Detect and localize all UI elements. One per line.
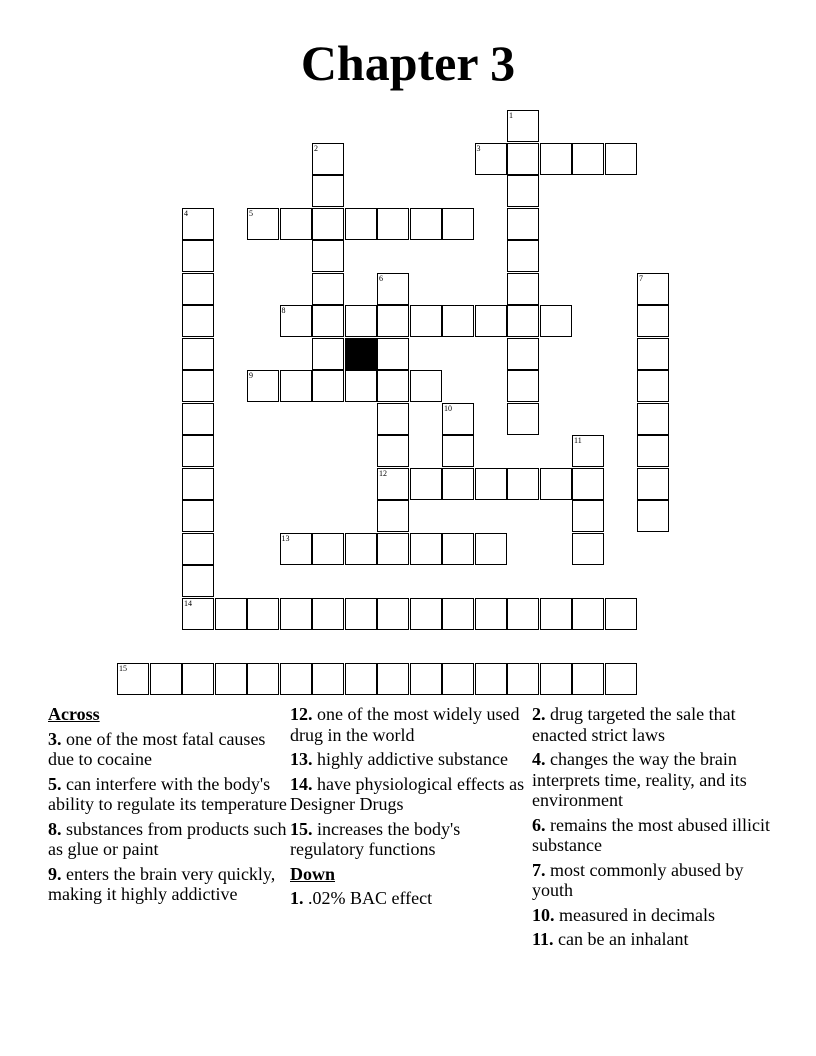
grid-cell[interactable] bbox=[345, 663, 377, 695]
clue-text: .02% BAC effect bbox=[308, 888, 433, 908]
cell-number: 6 bbox=[379, 273, 383, 283]
clue-text: remains the most abused illicit substance bbox=[532, 814, 770, 855]
clue-text: one of the most widely used drug in the world bbox=[290, 704, 520, 745]
grid-cell[interactable] bbox=[182, 500, 214, 532]
grid-cell[interactable] bbox=[312, 533, 344, 565]
grid-cell[interactable] bbox=[507, 175, 539, 207]
grid-cell[interactable] bbox=[507, 338, 539, 370]
grid-cell[interactable] bbox=[475, 305, 507, 337]
grid-cell[interactable] bbox=[312, 370, 344, 402]
cell-number: 2 bbox=[314, 143, 318, 153]
grid-cell[interactable] bbox=[572, 533, 604, 565]
grid-cell[interactable] bbox=[182, 598, 214, 630]
across-heading: Across bbox=[48, 704, 100, 724]
grid-cell[interactable] bbox=[507, 110, 539, 142]
grid-cell[interactable] bbox=[312, 305, 344, 337]
grid-cell[interactable] bbox=[312, 598, 344, 630]
grid-cell[interactable] bbox=[475, 533, 507, 565]
black-cell bbox=[345, 338, 377, 370]
cell-number: 15 bbox=[119, 663, 127, 673]
grid-cell[interactable] bbox=[247, 598, 279, 630]
grid-cell[interactable] bbox=[247, 370, 279, 402]
grid-cell[interactable] bbox=[312, 208, 344, 240]
clues-column-2 bbox=[290, 704, 528, 913]
clue-across-5 bbox=[48, 774, 288, 815]
grid-cell[interactable] bbox=[280, 305, 312, 337]
grid-cell[interactable] bbox=[540, 598, 572, 630]
grid-cell[interactable] bbox=[215, 598, 247, 630]
clue-number: 10. bbox=[532, 904, 555, 925]
grid-cell[interactable] bbox=[312, 273, 344, 305]
cell-number: 11 bbox=[574, 436, 582, 445]
grid-cell[interactable] bbox=[507, 663, 539, 695]
clue-number: 7. bbox=[532, 859, 546, 880]
grid-cell[interactable] bbox=[507, 370, 539, 402]
grid-cell[interactable] bbox=[540, 468, 572, 500]
grid-cell[interactable] bbox=[312, 338, 344, 370]
grid-cell[interactable] bbox=[572, 143, 604, 175]
grid-cell[interactable] bbox=[507, 273, 539, 305]
clue-text: can be an inhalant bbox=[558, 929, 689, 949]
grid-cell[interactable] bbox=[475, 143, 507, 175]
grid-cell[interactable] bbox=[182, 240, 214, 272]
grid-cell[interactable] bbox=[182, 533, 214, 565]
clues-column-1 bbox=[48, 704, 288, 909]
grid-cell[interactable] bbox=[182, 208, 214, 240]
clue-down-7 bbox=[532, 860, 772, 901]
grid-cell[interactable] bbox=[377, 338, 409, 370]
grid-cell[interactable] bbox=[410, 598, 442, 630]
grid-cell[interactable] bbox=[507, 598, 539, 630]
grid-cell[interactable] bbox=[637, 338, 669, 370]
grid-cell[interactable] bbox=[442, 533, 474, 565]
cell-number: 13 bbox=[281, 533, 290, 543]
clue-across-15 bbox=[290, 819, 528, 860]
grid-cell[interactable] bbox=[182, 403, 214, 435]
clues-column-3 bbox=[532, 704, 772, 954]
grid-cell[interactable] bbox=[475, 598, 507, 630]
clue-down-11 bbox=[532, 929, 772, 950]
grid-cell[interactable] bbox=[377, 533, 409, 565]
clue-number: 2. bbox=[532, 704, 546, 724]
grid-cell[interactable] bbox=[572, 500, 604, 532]
clue-text: changes the way the brain interprets time, reality, and its environment bbox=[532, 749, 747, 810]
grid-cell[interactable] bbox=[540, 143, 572, 175]
grid-cell[interactable] bbox=[247, 208, 279, 240]
grid-cell[interactable] bbox=[312, 175, 344, 207]
grid-cell[interactable] bbox=[540, 663, 572, 695]
grid-cell[interactable] bbox=[182, 663, 214, 695]
grid-cell[interactable] bbox=[507, 468, 539, 500]
grid-cell[interactable] bbox=[540, 305, 572, 337]
clue-down-2 bbox=[532, 704, 772, 745]
grid-cell[interactable] bbox=[377, 208, 409, 240]
clue-number: 5. bbox=[48, 773, 62, 794]
grid-cell[interactable] bbox=[637, 370, 669, 402]
grid-cell[interactable] bbox=[377, 598, 409, 630]
grid-cell[interactable] bbox=[442, 598, 474, 630]
grid-cell[interactable] bbox=[377, 370, 409, 402]
grid-cell[interactable] bbox=[637, 305, 669, 337]
grid-cell[interactable] bbox=[182, 338, 214, 370]
grid-cell[interactable] bbox=[377, 468, 409, 500]
grid-cell[interactable] bbox=[507, 305, 539, 337]
cell-number: 5 bbox=[249, 208, 253, 218]
grid-cell[interactable] bbox=[280, 370, 312, 402]
cell-number: 14 bbox=[184, 598, 192, 608]
grid-cell[interactable] bbox=[345, 370, 377, 402]
grid-cell[interactable] bbox=[572, 598, 604, 630]
grid-cell[interactable] bbox=[442, 208, 474, 240]
grid-cell[interactable] bbox=[280, 208, 312, 240]
grid-cell[interactable] bbox=[442, 663, 474, 695]
clue-number: 3. bbox=[48, 728, 62, 749]
grid-cell[interactable] bbox=[572, 435, 604, 467]
clue-text: substances from products such as glue or paint bbox=[48, 818, 287, 859]
grid-cell[interactable] bbox=[605, 143, 637, 175]
grid-cell[interactable] bbox=[410, 370, 442, 402]
grid-cell[interactable] bbox=[637, 435, 669, 467]
grid-cell[interactable] bbox=[507, 403, 539, 435]
grid-cell[interactable] bbox=[182, 565, 214, 597]
clue-across-12 bbox=[290, 704, 528, 745]
grid-cell[interactable] bbox=[182, 305, 214, 337]
clue-down-6 bbox=[532, 815, 772, 856]
cell-number: 10 bbox=[444, 403, 452, 413]
cell-number: 4 bbox=[184, 208, 188, 218]
grid-cell[interactable] bbox=[182, 273, 214, 305]
grid-cell[interactable] bbox=[572, 663, 604, 695]
grid-cell[interactable] bbox=[150, 663, 182, 695]
clue-across-3 bbox=[48, 729, 288, 770]
grid-cell[interactable] bbox=[442, 435, 474, 467]
grid-cell[interactable] bbox=[182, 370, 214, 402]
grid-cell[interactable] bbox=[605, 663, 637, 695]
grid-cell[interactable] bbox=[377, 663, 409, 695]
cell-number: 3 bbox=[476, 143, 481, 153]
grid-cell[interactable] bbox=[345, 208, 377, 240]
grid-cell[interactable] bbox=[605, 598, 637, 630]
clue-down-1 bbox=[290, 888, 528, 909]
grid-cell[interactable] bbox=[345, 598, 377, 630]
grid-cell[interactable] bbox=[247, 663, 279, 695]
grid-cell[interactable] bbox=[182, 435, 214, 467]
clue-text: measured in decimals bbox=[559, 904, 715, 925]
grid-cell[interactable] bbox=[410, 533, 442, 565]
clue-number: 6. bbox=[532, 814, 546, 835]
grid-cell[interactable] bbox=[312, 143, 344, 175]
clue-number: 12. bbox=[290, 704, 313, 724]
grid-cell[interactable] bbox=[345, 305, 377, 337]
cell-number: 12 bbox=[379, 468, 387, 478]
grid-cell[interactable] bbox=[280, 533, 312, 565]
grid-cell[interactable] bbox=[507, 143, 539, 175]
grid-cell[interactable] bbox=[410, 208, 442, 240]
clue-across-14 bbox=[290, 774, 528, 815]
clue-text: enters the brain very quickly, making it highly addictive bbox=[48, 863, 276, 904]
grid-cell[interactable] bbox=[442, 403, 474, 435]
grid-cell[interactable] bbox=[377, 403, 409, 435]
clue-across-13 bbox=[290, 749, 528, 770]
clue-number: 11. bbox=[532, 929, 554, 949]
cell-number: 9 bbox=[249, 371, 253, 380]
cell-number: 1 bbox=[509, 111, 513, 120]
grid-cell[interactable] bbox=[410, 468, 442, 500]
grid-cell[interactable] bbox=[117, 663, 149, 695]
grid-cell[interactable] bbox=[377, 273, 409, 305]
grid-cell[interactable] bbox=[637, 273, 669, 305]
clue-number: 9. bbox=[48, 863, 62, 884]
grid-cell[interactable] bbox=[442, 305, 474, 337]
grid-cell[interactable] bbox=[215, 663, 247, 695]
down-heading: Down bbox=[290, 863, 336, 884]
grid-cell[interactable] bbox=[377, 305, 409, 337]
grid-cell[interactable] bbox=[280, 663, 312, 695]
grid-cell[interactable] bbox=[637, 500, 669, 532]
grid-cell[interactable] bbox=[312, 663, 344, 695]
grid-cell[interactable] bbox=[442, 468, 474, 500]
clue-number: 15. bbox=[290, 818, 313, 839]
clue-across-9 bbox=[48, 864, 288, 905]
grid-cell[interactable] bbox=[637, 468, 669, 500]
grid-cell[interactable] bbox=[507, 208, 539, 240]
grid-cell[interactable] bbox=[572, 468, 604, 500]
cell-number: 7 bbox=[639, 273, 643, 283]
cell-number: 8 bbox=[281, 306, 286, 315]
clue-number: 8. bbox=[48, 818, 62, 839]
clue-number: 13. bbox=[290, 749, 313, 769]
clue-text: can interfere with the body's ability to regulate its temperature bbox=[48, 773, 287, 814]
clue-text: highly addictive substance bbox=[317, 749, 508, 769]
grid-cell[interactable] bbox=[507, 240, 539, 272]
grid-cell[interactable] bbox=[377, 435, 409, 467]
grid-cell[interactable] bbox=[475, 468, 507, 500]
grid-cell[interactable] bbox=[182, 468, 214, 500]
grid-cell[interactable] bbox=[410, 305, 442, 337]
clue-text: increases the body's regulatory functions bbox=[290, 818, 461, 859]
clue-text: one of the most fatal causes due to cocaine bbox=[48, 728, 266, 769]
clue-text: most commonly abused by youth bbox=[532, 859, 744, 900]
clue-number: 4. bbox=[532, 749, 546, 769]
grid-cell[interactable] bbox=[312, 240, 344, 272]
clue-across-8 bbox=[48, 819, 288, 860]
grid-cell[interactable] bbox=[475, 663, 507, 695]
grid-cell[interactable] bbox=[410, 663, 442, 695]
grid-cell[interactable] bbox=[377, 500, 409, 532]
clue-number: 1. bbox=[290, 888, 304, 908]
grid-cell[interactable] bbox=[637, 403, 669, 435]
clue-text: have physiological effects as Designer Drugs bbox=[290, 773, 525, 814]
grid-cell[interactable] bbox=[280, 598, 312, 630]
clue-text: drug targeted the sale that enacted strict laws bbox=[532, 704, 736, 745]
clue-down-4 bbox=[532, 749, 772, 811]
clue-number: 14. bbox=[290, 773, 313, 794]
clue-down-10 bbox=[532, 905, 772, 926]
grid-cell[interactable] bbox=[345, 533, 377, 565]
puzzle-title: Chapter 3 bbox=[300, 35, 516, 91]
